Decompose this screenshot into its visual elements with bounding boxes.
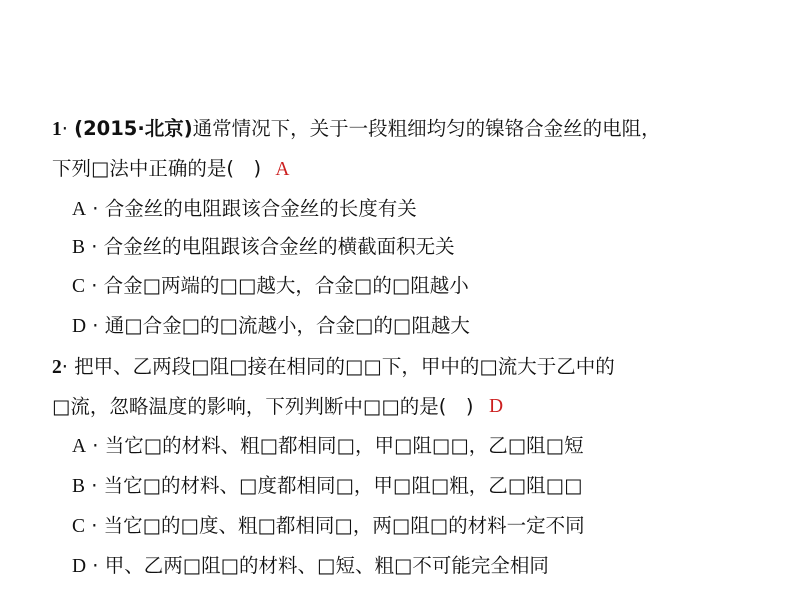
q1-option-text: 通□合金□的□流越小，合金□的□阻越大 <box>104 314 470 337</box>
q1-separator: · <box>61 117 68 140</box>
q1-source: (2015·北京) <box>74 117 193 140</box>
q2-option-text: 当它□的材料、粗□都相同□，甲□阻□□，乙□阻□短 <box>104 434 584 457</box>
q1-stem-line2 <box>52 155 289 184</box>
q2-option-text: 甲、乙两□阻□的材料、□短、粗□不可能完全相同 <box>104 554 549 577</box>
q2-option-c: C · 当它□的□度、粗□都相同□，两□阻□的材料一定不同 <box>72 514 585 537</box>
q2-separator: · <box>61 355 68 378</box>
q1-option-d: D · 通□合金□的□流越小，合金□的□阻越大 <box>72 314 470 337</box>
q2-option-letter: D <box>72 556 87 577</box>
q1-stem-text1: 通常情况下，关于一段粗细均匀的镍铬合金丝的电阻， <box>192 117 661 140</box>
q2-stem-line2 <box>52 393 504 421</box>
q1-option-a: A · 合金丝的电阻跟该合金丝的长度有关 <box>72 197 417 220</box>
q2-option-letter: C <box>72 516 86 537</box>
q2-option-letter: B <box>72 476 86 497</box>
q1-option-letter: C <box>72 276 86 297</box>
q1-option-c: C · 合金□两端的□□越大，合金□的□阻越小 <box>72 274 469 297</box>
q1-option-text: 合金丝的电阻跟该合金丝的横截面积无关 <box>103 235 455 258</box>
q2-stem-text2: □流，忽略温度的影响，下列判断中□□的是( ) <box>52 395 474 418</box>
q2-answer: D <box>489 396 504 417</box>
q1-option-letter: A <box>72 199 87 220</box>
q1-option-text: 合金□两端的□□越大，合金□的□阻越小 <box>103 274 469 297</box>
q1-stem-text2: 下列□法中正确的是( ) <box>52 157 262 180</box>
q2-stem-line1 <box>52 353 615 382</box>
q1-option-letter: D <box>72 316 87 337</box>
q1-stem-line1 <box>52 115 661 144</box>
q1-option-text: 合金丝的电阻跟该合金丝的长度有关 <box>104 197 417 220</box>
q2-option-letter: A <box>72 436 87 457</box>
q1-option-letter: B <box>72 237 86 258</box>
q1-answer: A <box>275 159 290 180</box>
q2-option-text: 当它□的材料、□度都相同□，甲□阻□粗，乙□阻□□ <box>103 474 583 497</box>
q1-number: 1 <box>52 119 62 140</box>
q2-stem-text1: 把甲、乙两段□阻□接在相同的□□下，甲中的□流大于乙中的 <box>74 355 615 378</box>
q2-option-a: A · 当它□的材料、粗□都相同□，甲□阻□□，乙□阻□短 <box>72 434 584 457</box>
q2-option-b: B · 当它□的材料、□度都相同□，甲□阻□粗，乙□阻□□ <box>72 474 583 497</box>
q2-option-d: D · 甲、乙两□阻□的材料、□短、粗□不可能完全相同 <box>72 554 549 577</box>
q1-option-b: B · 合金丝的电阻跟该合金丝的横截面积无关 <box>72 235 455 258</box>
q2-number: 2 <box>52 357 62 378</box>
q2-option-text: 当它□的□度、粗□都相同□，两□阻□的材料一定不同 <box>103 514 585 537</box>
